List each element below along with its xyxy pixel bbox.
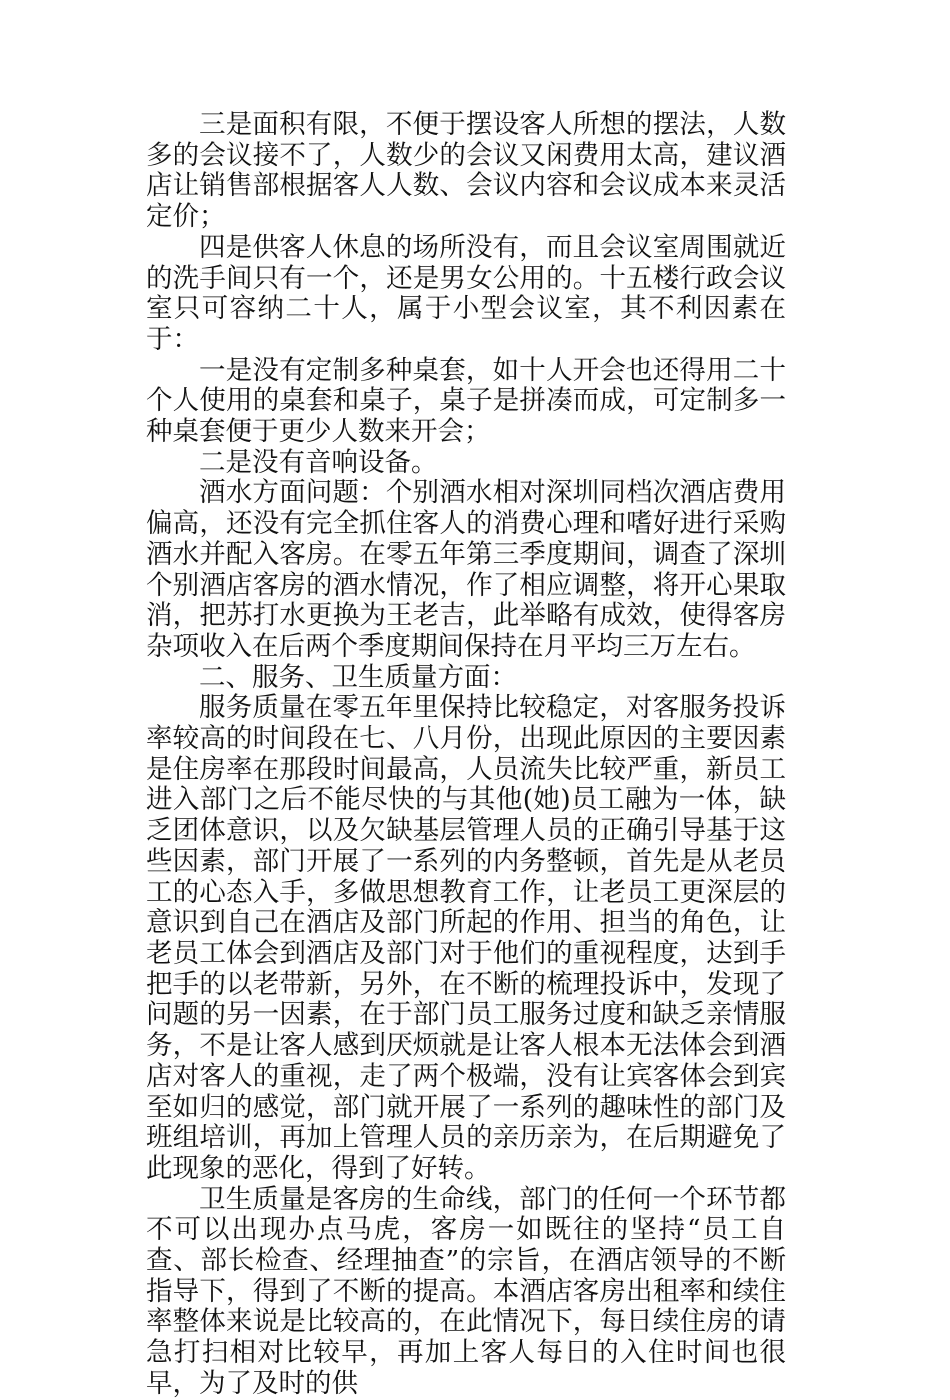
paragraph-hygiene-quality: 卫生质量是客房的生命线，部门的任何一个环节都不可以出现办点马虎，客房一如既往的坚持“员工自查、部长检查、经理抽查”的宗旨，在酒店领导的不断指导下，得到了不断的提高。本酒店客房出租率和续住率整体来说是比较高的，在此情况下，每日续住房的请急打扫相对比较早，再加上客人每日的入住时间也很早，为了及时的供 — [146, 1183, 786, 1399]
section-heading-service-hygiene: 二、服务、卫生质量方面： — [199, 661, 517, 693]
paragraph-service-quality: 服务质量在零五年里保持比较稳定，对客服务投诉率较高的时间段在七、八月份，出现此原因的主要因素是住房率在那段时间最高，人员流失比较严重，新员工进入部门之后不能尽快的与其他(她)员工融为一体，缺乏团体意识，以及欠缺基层管理人员的正确引导基于这些因素，部门开展了一系列的内务整顿，首先是从老员工的心态入手，多做思想教育工作，让老员工更深层的意识到自己在酒店及部门所起的作用、担当的角色，让老员工体会到酒店及部门对于他们的重视程度，达到手把手的以老带新，另外，在不断的梳理投诉中，发现了问题的另一因素，在于部门员工服务过度和缺乏亲情服务，不是让客人感到厌烦就是让客人根本无法体会到酒店对客人的重视，走了两个极端，没有让宾客体会到宾至如归的感觉，部门就开展了一系列的趣味性的部门及班组培训，再加上管理人员的亲历亲为，在后期避免了此现象的恶化，得到了好转。 — [146, 692, 786, 1184]
paragraph-beverages: 酒水方面问题：个别酒水相对深圳同档次酒店费用偏高，还没有完全抓住客人的消费心理和嗜好进行采购酒水并配入客房。在零五年第三季度期间，调查了深圳个别酒店客房的酒水情况，作了相应调整，将开心果取消，把苏打水更换为王老吉，此举略有成效，使得客房杂项收入在后两个季度期间保持在月平均三万左右。 — [146, 477, 786, 662]
paragraph-rest-area: 四是供客人休息的场所没有，而且会议室周围就近的洗手间只有一个，还是男女公用的。十五楼行政会议室只可容纳二十人，属于小型会议室，其不利因素在于： — [146, 231, 786, 355]
document-body — [146, 110, 786, 1400]
paragraph-audio-equipment: 二是没有音响设备。 — [199, 446, 438, 478]
paragraph-meeting-room-area: 三是面积有限，不便于摆设客人所想的摆法，人数多的会议接不了，人数少的会议又闲费用太高，建议酒店让销售部根据客人人数、会议内容和会议成本来灵活定价； — [146, 109, 786, 233]
paragraph-table-covers: 一是没有定制多种桌套，如十人开会也还得用二十个人使用的桌套和桌子，桌子是拼凑而成，可定制多一种桌套便于更少人数来开会； — [146, 354, 786, 448]
